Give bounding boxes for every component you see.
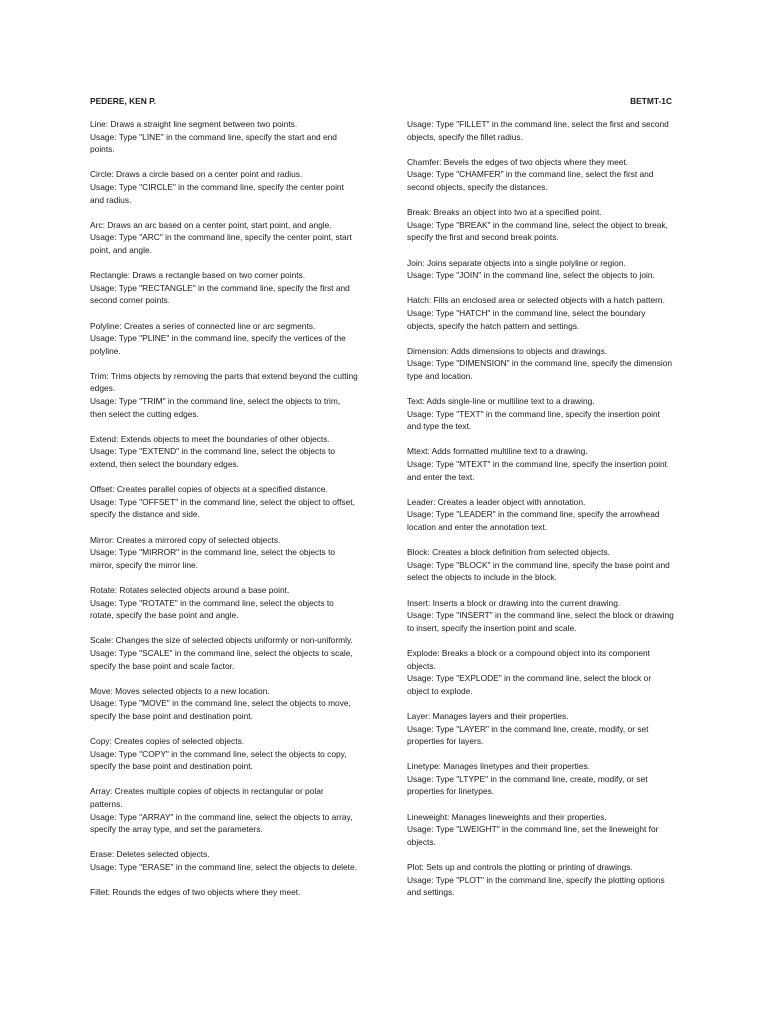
command-entry xyxy=(407,760,675,798)
command-entry xyxy=(407,206,675,244)
command-usage: Usage: Type "FILLET" in the command line, select the first and second objects, specify the fillet radius. xyxy=(407,119,669,142)
command-entry xyxy=(407,861,675,899)
command-entry xyxy=(407,597,675,635)
command-usage: Usage: Type "LAYER" in the command line, create, modify, or set properties for layers. xyxy=(407,723,649,747)
section-code: BETMT-1C xyxy=(630,96,672,106)
command-usage: Usage: Type "PLINE" in the command line, specify the vertices of the polyline. xyxy=(90,333,346,356)
command-entry xyxy=(90,848,358,873)
command-usage: Usage: Type "ROTATE" in the command line, select the objects to rotate, specify the base point and angle. xyxy=(90,597,334,621)
command-usage: Usage: Type "TEXT" in the command line, specify the insertion point and type the text. xyxy=(407,408,660,432)
command-definition: Chamfer: Bevels the edges of two objects where they meet. xyxy=(407,156,629,167)
command-usage: Usage: Type "DIMENSION" in the command line, specify the dimension type and location. xyxy=(407,358,673,381)
command-definition: Line: Draws a straight line segment between two points. xyxy=(90,119,298,129)
command-usage: Usage: Type "SCALE" in the command line, select the objects to scale, specify the base point and scale factor. xyxy=(90,647,353,671)
left-column xyxy=(90,118,358,911)
command-definition: Hatch: Fills an enclosed area or selected objects with a hatch pattern. xyxy=(407,295,665,306)
command-definition: Extend: Extends objects to meet the boundaries of other objects. xyxy=(90,433,330,444)
command-definition: Trim: Trims objects by removing the parts that extend beyond the cutting edges. xyxy=(90,370,358,394)
command-definition: Mirror: Creates a mirrored copy of selected objects. xyxy=(90,534,281,545)
command-usage: Usage: Type "ARRAY" in the command line, select the objects to array, specify the array type, and set the parameters. xyxy=(90,811,353,835)
command-definition: Arc: Draws an arc based on a center point, start point, and angle. xyxy=(90,219,332,230)
command-entry xyxy=(90,370,358,420)
command-definition: Linetype: Manages linetypes and their properties. xyxy=(407,761,590,772)
command-usage: Usage: Type "ARC" in the command line, specify the center point, start point, and angle. xyxy=(90,232,352,255)
command-usage: Usage: Type "OFFSET" in the command line, select the object to offset, specify the distance and side. xyxy=(90,496,355,520)
command-entry xyxy=(407,156,675,194)
command-usage: Usage: Type "MIRROR" in the command line, select the objects to mirror, specify the mirror line. xyxy=(90,547,336,570)
command-usage: Usage: Type "CIRCLE" in the command line, specify the center point and radius. xyxy=(90,181,344,205)
command-entry xyxy=(90,168,358,206)
command-definition: Lineweight: Manages lineweights and their properties. xyxy=(407,811,607,822)
command-entry xyxy=(407,445,675,483)
command-entry xyxy=(407,811,675,849)
command-entry xyxy=(90,118,358,156)
command-definition: Array: Creates multiple copies of objects in rectangular or polar patterns. xyxy=(90,786,324,810)
command-entry xyxy=(90,685,358,723)
command-entry xyxy=(90,269,358,307)
command-usage: Usage: Type "JOIN" in the command line, select the objects to join. xyxy=(407,270,655,281)
command-entry xyxy=(407,395,675,433)
command-definition: Leader: Creates a leader object with annotation. xyxy=(407,496,586,507)
command-entry xyxy=(407,647,675,697)
command-definition: Copy: Creates copies of selected objects. xyxy=(90,736,245,747)
command-entry xyxy=(407,546,675,584)
command-definition: Move: Moves selected objects to a new location. xyxy=(90,685,270,696)
command-usage: Usage: Type "LWEIGHT" in the command line, set the lineweight for objects. xyxy=(407,824,659,847)
command-definition: Fillet: Rounds the edges of two objects where they meet. xyxy=(90,887,301,898)
command-entry xyxy=(90,886,358,899)
command-usage: Usage: Type "HATCH" in the command line, select the boundary objects, specify the hatch pattern and settings. xyxy=(407,307,646,331)
command-definition: Join: Joins separate objects into a single polyline or region. xyxy=(407,257,626,268)
command-definition: Explode: Breaks a block or a compound object into its component objects. xyxy=(407,647,651,671)
command-entry xyxy=(90,483,358,521)
command-entry xyxy=(90,634,358,672)
author-name: PEDERE, KEN P. xyxy=(90,96,156,106)
command-definition: Polyline: Creates a series of connected line or arc segments. xyxy=(90,320,316,331)
command-usage: Usage: Type "PLOT" in the command line, specify the plotting options and settings. xyxy=(407,874,665,898)
command-usage: Usage: Type "LTYPE" in the command line, create, modify, or set properties for linetypes. xyxy=(407,773,648,797)
command-entry xyxy=(407,294,675,332)
command-entry xyxy=(407,345,675,383)
command-entry xyxy=(407,257,675,282)
command-definition: Insert: Inserts a block or drawing into the current drawing. xyxy=(407,597,621,608)
command-usage: Usage: Type "LEADER" in the command line, specify the arrowhead location and enter the annotation text. xyxy=(407,509,660,532)
command-entry xyxy=(407,496,675,534)
command-definition: Text: Adds single-line or multiline text to a drawing. xyxy=(407,396,595,407)
command-usage: Usage: Type "INSERT" in the command line, select the block or drawing to insert, specify the insertion point and scale. xyxy=(407,610,674,633)
command-usage: Usage: Type "CHAMFER" in the command line, select the first and second objects, specify the distances. xyxy=(407,169,654,192)
command-usage: Usage: Type "EXTEND" in the command line, select the objects to extend, then select the boundary edges. xyxy=(90,446,336,470)
command-definition: Mtext: Adds formatted multiline text to a drawing. xyxy=(407,446,588,457)
command-usage: Usage: Type "COPY" in the command line, select the objects to copy, specify the base point and destination point. xyxy=(90,748,347,772)
command-entry xyxy=(90,534,358,572)
right-column xyxy=(407,118,675,911)
command-entry xyxy=(90,219,358,257)
command-entry xyxy=(90,584,358,622)
command-entry xyxy=(407,710,675,748)
command-definition: Circle: Draws a circle based on a center point and radius. xyxy=(90,169,303,180)
command-usage: Usage: Type "LINE" in the command line, specify the start and end points. xyxy=(90,131,337,155)
command-usage: Usage: Type "TRIM" in the command line, select the objects to trim, then select the cutting edges. xyxy=(90,396,341,419)
command-definition: Rectangle: Draws a rectangle based on two corner points. xyxy=(90,270,306,281)
command-usage: Usage: Type "RECTANGLE" in the command line, specify the first and second corner points. xyxy=(90,282,350,306)
command-entry xyxy=(90,433,358,471)
command-definition: Plot: Sets up and controls the plotting or printing of drawings. xyxy=(407,862,633,873)
command-definition: Block: Creates a block definition from selected objects. xyxy=(407,547,610,558)
command-definition: Dimension: Adds dimensions to objects and drawings. xyxy=(407,345,608,356)
command-usage: Usage: Type "EXPLODE" in the command line, select the block or object to explode. xyxy=(407,673,652,696)
command-entry xyxy=(90,320,358,358)
command-definition: Offset: Creates parallel copies of objects at a specified distance. xyxy=(90,484,328,495)
command-usage: Usage: Type "MTEXT" in the command line, specify the insertion point and enter the text. xyxy=(407,459,667,482)
command-definition: Erase: Deletes selected objects. xyxy=(90,849,210,860)
command-usage: Usage: Type "BREAK" in the command line, select the object to break, specify the first and second break points. xyxy=(407,219,668,243)
command-entry xyxy=(90,785,358,835)
command-usage: Usage: Type "MOVE" in the command line, select the objects to move, specify the base point and destination point. xyxy=(90,698,351,721)
command-definition: Break: Breaks an object into two at a specified point. xyxy=(407,207,602,218)
command-usage: Usage: Type "BLOCK" in the command line, specify the base point and select the objects to include in the block. xyxy=(407,559,670,583)
command-definition: Rotate: Rotates selected objects around a base point. xyxy=(90,584,290,595)
command-usage: Usage: Type "ERASE" in the command line, select the objects to delete. xyxy=(90,862,357,873)
command-definition: Layer: Manages layers and their properties. xyxy=(407,710,569,721)
command-definition: Scale: Changes the size of selected objects uniformly or non-uniformly. xyxy=(90,635,353,646)
command-entry xyxy=(90,735,358,773)
command-entry xyxy=(407,118,675,143)
